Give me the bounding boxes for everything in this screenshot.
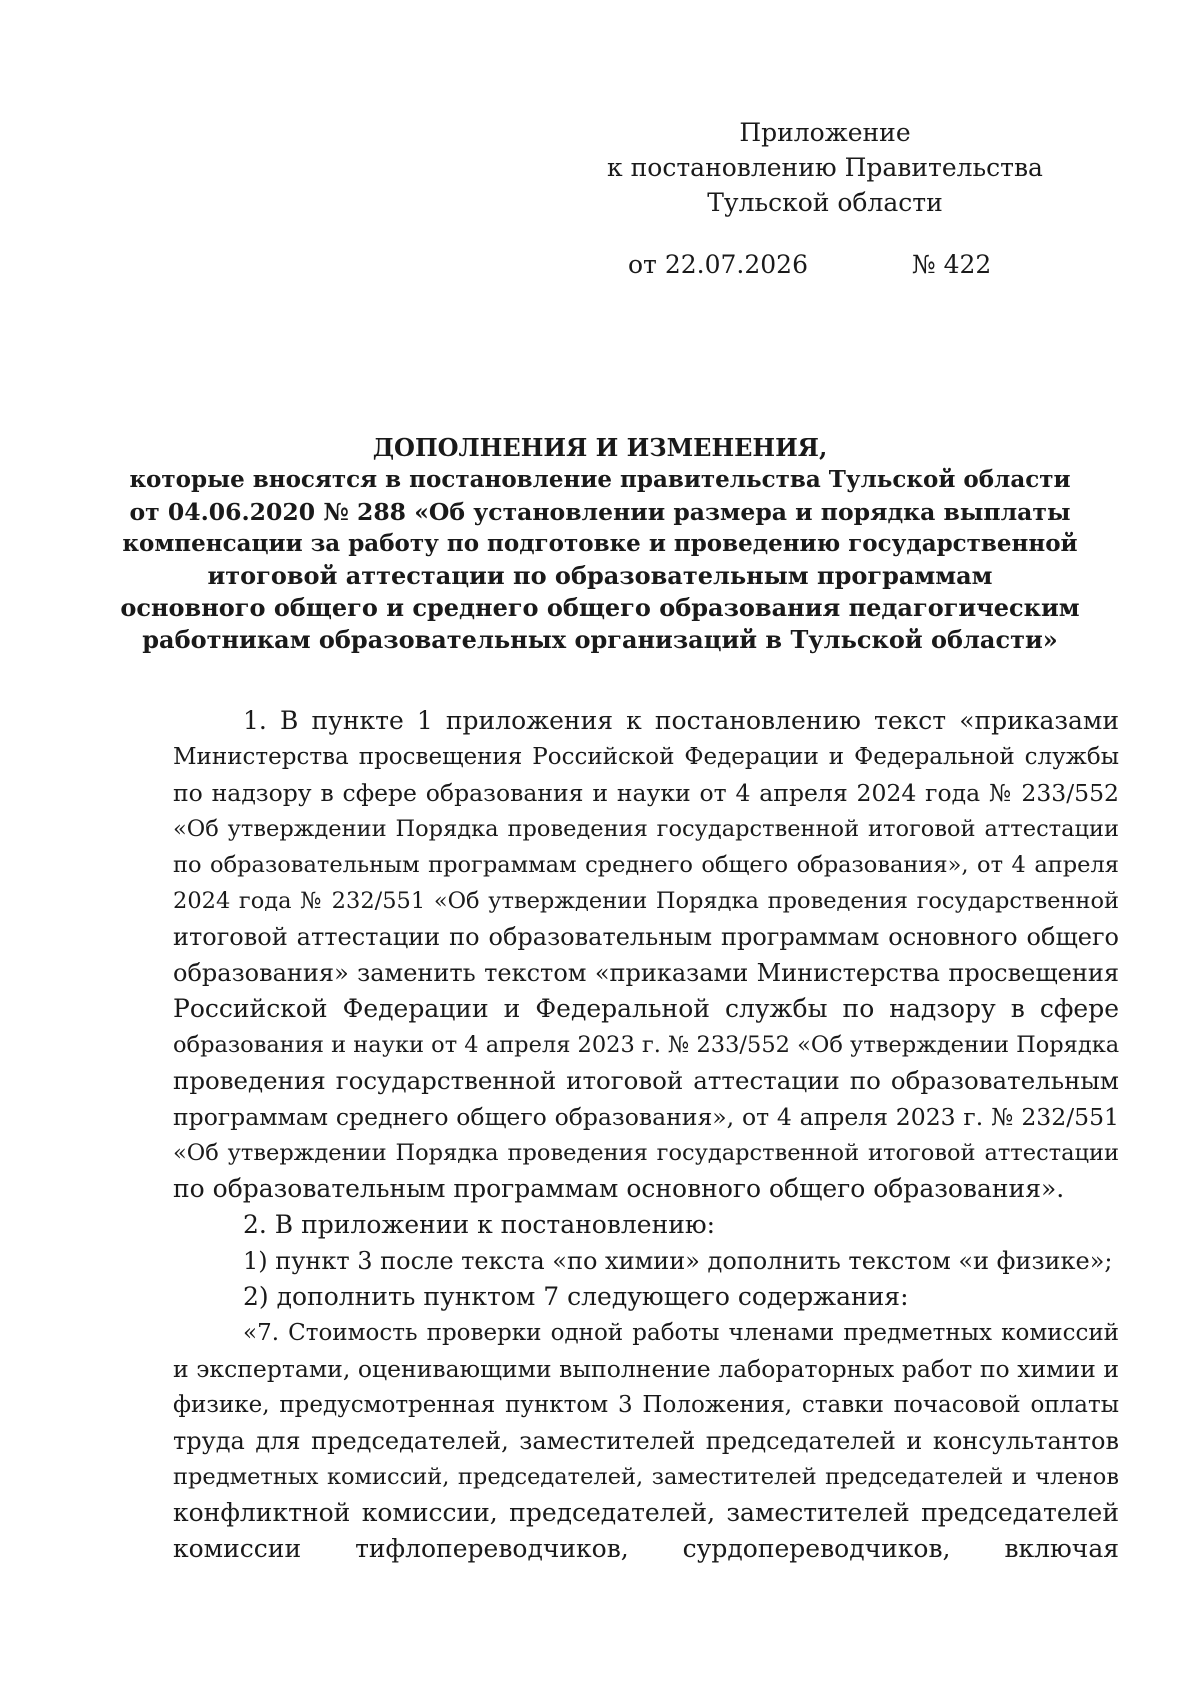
body-line: 2) дополнить пунктом 7 следующего содержания: — [243, 1282, 909, 1311]
resolution-date: от 22.07.2026 — [628, 250, 808, 279]
body-line: Российской Федерации и Федеральной службы по надзору в сфере — [173, 994, 1119, 1023]
body-line: 2. В приложении к постановлению: — [243, 1210, 716, 1239]
title-line: работникам образовательных организаций в Тульской области» — [142, 625, 1058, 654]
body-line: итоговой аттестации по образовательным программам основного общего — [173, 923, 1119, 951]
body-line: «Об утверждении Порядка проведения государственной итоговой аттестации — [173, 816, 1119, 842]
document-title — [120, 432, 1080, 656]
appendix-label: Приложение — [739, 118, 911, 147]
title-line: итоговой аттестации по образовательным программам — [207, 561, 993, 590]
body-line: по образовательным программам основного общего образования». — [173, 1174, 1065, 1203]
resolution-number: № 422 — [912, 250, 992, 279]
appendix-region: Тульской области — [707, 188, 943, 217]
body-line: по образовательным программам среднего общего образования», от 4 апреля — [173, 852, 1119, 878]
body-line: 2024 года № 232/551 «Об утверждении Порядка проведения государственной — [173, 888, 1119, 914]
body-line: программам среднего общего образования», от 4 апреля 2023 г. № 232/551 — [173, 1103, 1119, 1131]
body-line: «Об утверждении Порядка проведения государственной итоговой аттестации — [173, 1140, 1119, 1166]
body-line: образования» заменить текстом «приказами Министерства просвещения — [173, 959, 1119, 987]
title-line: которые вносятся в постановление правительства Тульской области — [129, 466, 1071, 493]
body-line: 1) пункт 3 после текста «по химии» дополнить текстом «и физике»; — [243, 1247, 1113, 1275]
resolution-date-number — [0, 247, 1200, 282]
title-line: основного общего и среднего общего образования педагогическим — [120, 593, 1080, 622]
body-line: предметных комиссий, председателей, заместителей председателей и членов — [173, 1464, 1119, 1490]
body-line: и экспертами, оценивающими выполнение лабораторных работ по химии и — [173, 1355, 1119, 1383]
title-line: ДОПОЛНЕНИЯ И ИЗМЕНЕНИЯ, — [372, 433, 828, 462]
appendix-reference: к постановлению Правительства — [607, 153, 1043, 182]
body-line: физике, предусмотренная пунктом 3 Положения, ставки почасовой оплаты — [173, 1392, 1119, 1418]
body-line: «7. Стоимость проверки одной работы членами предметных комиссий — [243, 1320, 1119, 1346]
body-line: 1. В пункте 1 приложения к постановлению текст «приказами — [243, 706, 1119, 735]
title-line: компенсации за работу по подготовке и проведению государственной — [122, 530, 1078, 557]
body-line: Министерства просвещения Российской Федерации и Федеральной службы — [173, 744, 1119, 770]
body-line: труда для председателей, заместителей председателей и консультантов — [173, 1427, 1119, 1455]
body-line: по надзору в сфере образования и науки от 4 апреля 2024 года № 233/552 — [173, 779, 1119, 807]
document-body — [173, 703, 1119, 1567]
body-line: проведения государственной итоговой аттестации по образовательным — [173, 1066, 1119, 1095]
appendix-header — [560, 115, 1090, 220]
body-line: образования и науки от 4 апреля 2023 г. № 233/552 «Об утверждении Порядка — [173, 1032, 1120, 1058]
title-line: от 04.06.2020 № 288 «Об установлении размера и порядка выплаты — [129, 498, 1071, 526]
body-line: комиссии тифлопереводчиков, сурдопереводчиков, включая — [173, 1534, 1119, 1563]
body-line: конфликтной комиссии, председателей, заместителей председателей — [173, 1498, 1119, 1527]
